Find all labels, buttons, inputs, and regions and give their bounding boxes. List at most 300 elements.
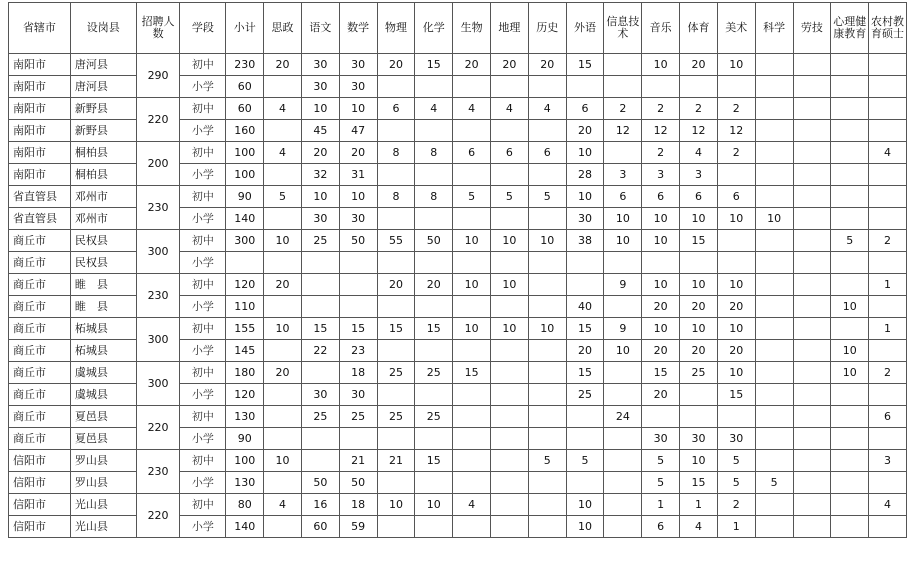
value-cell <box>831 98 869 120</box>
value-cell <box>339 428 377 450</box>
value-cell: 2 <box>642 142 680 164</box>
value-cell: 25 <box>680 362 718 384</box>
value-cell <box>869 252 907 274</box>
value-cell: 180 <box>226 362 264 384</box>
value-cell <box>831 384 869 406</box>
value-cell <box>717 164 755 186</box>
value-cell <box>869 340 907 362</box>
value-cell: 3 <box>680 164 718 186</box>
value-cell: 4 <box>264 98 302 120</box>
stage-cell: 小学 <box>180 164 226 186</box>
county-cell: 民权县 <box>70 230 136 252</box>
value-cell <box>604 296 642 318</box>
value-cell: 2 <box>604 98 642 120</box>
county-cell: 柘城县 <box>70 318 136 340</box>
value-cell <box>869 208 907 230</box>
value-cell <box>604 54 642 76</box>
value-cell <box>793 428 831 450</box>
value-cell: 25 <box>415 362 453 384</box>
value-cell <box>793 208 831 230</box>
value-cell: 10 <box>301 98 339 120</box>
value-cell: 10 <box>491 274 529 296</box>
quota-cell: 220 <box>136 98 180 142</box>
value-cell: 6 <box>528 142 566 164</box>
value-cell <box>604 472 642 494</box>
value-cell: 15 <box>642 362 680 384</box>
city-cell: 信阳市 <box>9 450 71 472</box>
quota-cell: 300 <box>136 318 180 362</box>
value-cell: 2 <box>717 494 755 516</box>
county-cell: 桐柏县 <box>70 142 136 164</box>
value-cell: 4 <box>264 142 302 164</box>
value-cell <box>491 450 529 472</box>
value-cell <box>755 164 793 186</box>
value-cell <box>453 384 491 406</box>
value-cell: 6 <box>717 186 755 208</box>
value-cell: 4 <box>680 142 718 164</box>
value-cell: 23 <box>339 340 377 362</box>
quota-cell: 230 <box>136 450 180 494</box>
value-cell: 60 <box>226 98 264 120</box>
value-cell <box>793 230 831 252</box>
table-row <box>9 54 907 76</box>
value-cell <box>528 516 566 538</box>
table-row <box>9 318 907 340</box>
county-cell: 桐柏县 <box>70 164 136 186</box>
value-cell <box>869 54 907 76</box>
value-cell: 6 <box>869 406 907 428</box>
value-cell: 10 <box>453 318 491 340</box>
header-history: 历史 <box>528 3 566 54</box>
value-cell: 110 <box>226 296 264 318</box>
stage-cell: 初中 <box>180 142 226 164</box>
value-cell: 5 <box>755 472 793 494</box>
value-cell <box>528 472 566 494</box>
value-cell <box>869 76 907 98</box>
quota-cell: 220 <box>136 494 180 538</box>
value-cell <box>755 296 793 318</box>
value-cell <box>793 450 831 472</box>
value-cell: 12 <box>680 120 718 142</box>
value-cell: 30 <box>301 384 339 406</box>
value-cell <box>491 340 529 362</box>
table-row <box>9 186 907 208</box>
value-cell: 10 <box>831 362 869 384</box>
value-cell <box>415 76 453 98</box>
value-cell <box>793 340 831 362</box>
stage-cell: 小学 <box>180 428 226 450</box>
city-cell: 商丘市 <box>9 406 71 428</box>
value-cell: 8 <box>377 142 415 164</box>
header-chinese: 语文 <box>301 3 339 54</box>
value-cell: 60 <box>301 516 339 538</box>
value-cell <box>793 164 831 186</box>
city-cell: 南阳市 <box>9 142 71 164</box>
value-cell: 10 <box>831 296 869 318</box>
quota-cell: 200 <box>136 142 180 186</box>
value-cell: 18 <box>339 494 377 516</box>
city-cell: 省直管县 <box>9 208 71 230</box>
value-cell <box>755 340 793 362</box>
stage-cell: 小学 <box>180 76 226 98</box>
value-cell <box>453 406 491 428</box>
value-cell <box>377 340 415 362</box>
county-cell: 睢 县 <box>70 274 136 296</box>
value-cell: 10 <box>566 516 604 538</box>
value-cell <box>377 296 415 318</box>
value-cell <box>339 252 377 274</box>
header-art: 美术 <box>717 3 755 54</box>
value-cell: 10 <box>264 318 302 340</box>
value-cell <box>528 362 566 384</box>
value-cell: 2 <box>717 142 755 164</box>
stage-cell: 初中 <box>180 362 226 384</box>
value-cell <box>491 296 529 318</box>
value-cell <box>491 384 529 406</box>
value-cell: 21 <box>377 450 415 472</box>
value-cell <box>415 340 453 362</box>
value-cell <box>680 76 718 98</box>
value-cell: 31 <box>339 164 377 186</box>
value-cell: 12 <box>717 120 755 142</box>
value-cell <box>755 230 793 252</box>
value-cell <box>453 164 491 186</box>
value-cell <box>566 472 604 494</box>
value-cell <box>793 362 831 384</box>
value-cell: 20 <box>301 142 339 164</box>
table-row <box>9 274 907 296</box>
header-geography: 地理 <box>491 3 529 54</box>
value-cell <box>869 186 907 208</box>
value-cell <box>831 164 869 186</box>
value-cell <box>453 208 491 230</box>
value-cell <box>869 296 907 318</box>
value-cell: 4 <box>415 98 453 120</box>
stage-cell: 初中 <box>180 494 226 516</box>
value-cell: 20 <box>453 54 491 76</box>
value-cell: 10 <box>642 274 680 296</box>
value-cell <box>528 164 566 186</box>
value-cell <box>377 76 415 98</box>
value-cell: 10 <box>717 362 755 384</box>
value-cell: 100 <box>226 450 264 472</box>
value-cell: 5 <box>528 450 566 472</box>
value-cell <box>831 186 869 208</box>
value-cell: 10 <box>453 274 491 296</box>
county-cell: 夏邑县 <box>70 428 136 450</box>
value-cell: 20 <box>680 340 718 362</box>
value-cell <box>755 384 793 406</box>
value-cell <box>793 406 831 428</box>
value-cell <box>528 494 566 516</box>
value-cell <box>755 516 793 538</box>
value-cell: 10 <box>566 142 604 164</box>
county-cell: 罗山县 <box>70 450 136 472</box>
city-cell: 南阳市 <box>9 164 71 186</box>
value-cell: 5 <box>642 450 680 472</box>
stage-cell: 小学 <box>180 296 226 318</box>
city-cell: 商丘市 <box>9 296 71 318</box>
value-cell: 100 <box>226 142 264 164</box>
value-cell: 10 <box>717 274 755 296</box>
value-cell: 10 <box>377 494 415 516</box>
value-cell <box>377 428 415 450</box>
city-cell: 商丘市 <box>9 362 71 384</box>
value-cell: 10 <box>680 208 718 230</box>
value-cell: 20 <box>566 120 604 142</box>
value-cell: 10 <box>566 494 604 516</box>
value-cell <box>717 230 755 252</box>
value-cell <box>453 120 491 142</box>
value-cell: 2 <box>869 230 907 252</box>
value-cell <box>831 450 869 472</box>
value-cell: 90 <box>226 186 264 208</box>
value-cell <box>755 54 793 76</box>
value-cell: 10 <box>680 274 718 296</box>
value-cell: 9 <box>604 274 642 296</box>
header-music: 音乐 <box>642 3 680 54</box>
value-cell <box>491 76 529 98</box>
value-cell <box>831 208 869 230</box>
county-cell: 唐河县 <box>70 76 136 98</box>
value-cell <box>831 120 869 142</box>
value-cell: 300 <box>226 230 264 252</box>
value-cell <box>528 296 566 318</box>
recruitment-table <box>8 2 907 538</box>
value-cell: 10 <box>264 230 302 252</box>
value-cell <box>377 208 415 230</box>
value-cell: 5 <box>717 450 755 472</box>
value-cell: 20 <box>680 296 718 318</box>
header-stage: 学段 <box>180 3 226 54</box>
value-cell: 3 <box>604 164 642 186</box>
value-cell <box>301 362 339 384</box>
table-row <box>9 98 907 120</box>
value-cell <box>491 362 529 384</box>
value-cell: 32 <box>301 164 339 186</box>
quota-cell: 290 <box>136 54 180 98</box>
header-labor: 劳技 <box>793 3 831 54</box>
value-cell <box>793 296 831 318</box>
value-cell <box>717 406 755 428</box>
value-cell <box>604 494 642 516</box>
value-cell: 1 <box>717 516 755 538</box>
value-cell: 30 <box>339 76 377 98</box>
value-cell: 22 <box>301 340 339 362</box>
county-cell: 柘城县 <box>70 340 136 362</box>
value-cell: 47 <box>339 120 377 142</box>
value-cell: 160 <box>226 120 264 142</box>
value-cell <box>604 252 642 274</box>
value-cell <box>831 54 869 76</box>
header-quota: 招聘人数 <box>136 3 180 54</box>
value-cell: 20 <box>339 142 377 164</box>
value-cell: 140 <box>226 208 264 230</box>
value-cell: 30 <box>566 208 604 230</box>
value-cell <box>301 274 339 296</box>
county-cell: 邓州市 <box>70 186 136 208</box>
header-politics: 思政 <box>264 3 302 54</box>
value-cell: 30 <box>339 54 377 76</box>
value-cell: 50 <box>415 230 453 252</box>
value-cell: 3 <box>869 450 907 472</box>
value-cell: 10 <box>717 318 755 340</box>
stage-cell: 初中 <box>180 54 226 76</box>
header-chemistry: 化学 <box>415 3 453 54</box>
value-cell <box>680 384 718 406</box>
city-cell: 信阳市 <box>9 472 71 494</box>
value-cell <box>453 252 491 274</box>
city-cell: 商丘市 <box>9 252 71 274</box>
value-cell <box>528 340 566 362</box>
value-cell: 16 <box>301 494 339 516</box>
value-cell <box>755 406 793 428</box>
county-cell: 光山县 <box>70 494 136 516</box>
value-cell: 20 <box>642 340 680 362</box>
value-cell: 2 <box>869 362 907 384</box>
value-cell <box>491 208 529 230</box>
value-cell: 10 <box>453 230 491 252</box>
header-province: 省辖市 <box>9 3 71 54</box>
value-cell <box>831 516 869 538</box>
value-cell <box>415 120 453 142</box>
value-cell: 15 <box>453 362 491 384</box>
value-cell <box>604 384 642 406</box>
value-cell <box>491 516 529 538</box>
value-cell <box>831 318 869 340</box>
value-cell: 20 <box>717 340 755 362</box>
value-cell <box>793 98 831 120</box>
stage-cell: 小学 <box>180 120 226 142</box>
city-cell: 商丘市 <box>9 274 71 296</box>
header-rural: 农村教育硕士 <box>869 3 907 54</box>
value-cell <box>831 142 869 164</box>
county-cell: 新野县 <box>70 98 136 120</box>
value-cell <box>793 54 831 76</box>
value-cell: 4 <box>680 516 718 538</box>
city-cell: 南阳市 <box>9 98 71 120</box>
county-cell: 新野县 <box>70 120 136 142</box>
value-cell: 20 <box>377 54 415 76</box>
value-cell <box>831 494 869 516</box>
value-cell: 30 <box>301 208 339 230</box>
value-cell: 25 <box>301 230 339 252</box>
value-cell <box>869 472 907 494</box>
value-cell: 6 <box>491 142 529 164</box>
value-cell <box>869 384 907 406</box>
value-cell <box>755 186 793 208</box>
value-cell: 130 <box>226 406 264 428</box>
value-cell <box>453 516 491 538</box>
value-cell <box>301 296 339 318</box>
value-cell: 20 <box>264 362 302 384</box>
value-cell: 1 <box>680 494 718 516</box>
value-cell <box>491 428 529 450</box>
value-cell <box>377 516 415 538</box>
value-cell: 15 <box>566 54 604 76</box>
county-cell: 虞城县 <box>70 384 136 406</box>
stage-cell: 小学 <box>180 340 226 362</box>
value-cell <box>415 472 453 494</box>
value-cell <box>415 384 453 406</box>
value-cell <box>528 120 566 142</box>
value-cell: 15 <box>680 472 718 494</box>
value-cell: 15 <box>415 318 453 340</box>
city-cell: 商丘市 <box>9 428 71 450</box>
value-cell <box>604 142 642 164</box>
value-cell: 3 <box>642 164 680 186</box>
value-cell: 120 <box>226 274 264 296</box>
value-cell: 30 <box>339 208 377 230</box>
value-cell: 10 <box>604 230 642 252</box>
value-cell: 10 <box>528 318 566 340</box>
value-cell: 10 <box>831 340 869 362</box>
value-cell <box>528 428 566 450</box>
value-cell: 25 <box>377 362 415 384</box>
stage-cell: 小学 <box>180 252 226 274</box>
header-row <box>9 3 907 54</box>
value-cell <box>528 76 566 98</box>
value-cell <box>869 164 907 186</box>
value-cell <box>264 252 302 274</box>
value-cell <box>604 76 642 98</box>
county-cell: 虞城县 <box>70 362 136 384</box>
stage-cell: 小学 <box>180 472 226 494</box>
value-cell: 8 <box>415 142 453 164</box>
value-cell: 12 <box>642 120 680 142</box>
value-cell <box>264 406 302 428</box>
value-cell <box>831 472 869 494</box>
value-cell: 15 <box>566 362 604 384</box>
value-cell <box>453 472 491 494</box>
header-psych: 心理健康教育 <box>831 3 869 54</box>
value-cell: 5 <box>453 186 491 208</box>
city-cell: 商丘市 <box>9 384 71 406</box>
value-cell: 10 <box>301 186 339 208</box>
quota-cell: 300 <box>136 230 180 274</box>
county-cell: 光山县 <box>70 516 136 538</box>
stage-cell: 初中 <box>180 186 226 208</box>
value-cell <box>415 428 453 450</box>
value-cell: 15 <box>377 318 415 340</box>
value-cell <box>264 296 302 318</box>
stage-cell: 初中 <box>180 274 226 296</box>
value-cell: 30 <box>717 428 755 450</box>
value-cell: 1 <box>642 494 680 516</box>
value-cell: 6 <box>642 516 680 538</box>
county-cell: 夏邑县 <box>70 406 136 428</box>
value-cell <box>528 406 566 428</box>
value-cell <box>264 472 302 494</box>
value-cell <box>528 252 566 274</box>
value-cell: 6 <box>604 186 642 208</box>
value-cell: 20 <box>642 296 680 318</box>
value-cell: 15 <box>415 450 453 472</box>
table-row <box>9 362 907 384</box>
value-cell <box>755 98 793 120</box>
value-cell <box>755 252 793 274</box>
value-cell <box>453 340 491 362</box>
header-county: 设岗县 <box>70 3 136 54</box>
value-cell <box>453 296 491 318</box>
county-cell: 民权县 <box>70 252 136 274</box>
value-cell: 230 <box>226 54 264 76</box>
value-cell: 5 <box>831 230 869 252</box>
value-cell <box>566 76 604 98</box>
value-cell <box>264 516 302 538</box>
value-cell: 8 <box>415 186 453 208</box>
value-cell: 4 <box>453 98 491 120</box>
